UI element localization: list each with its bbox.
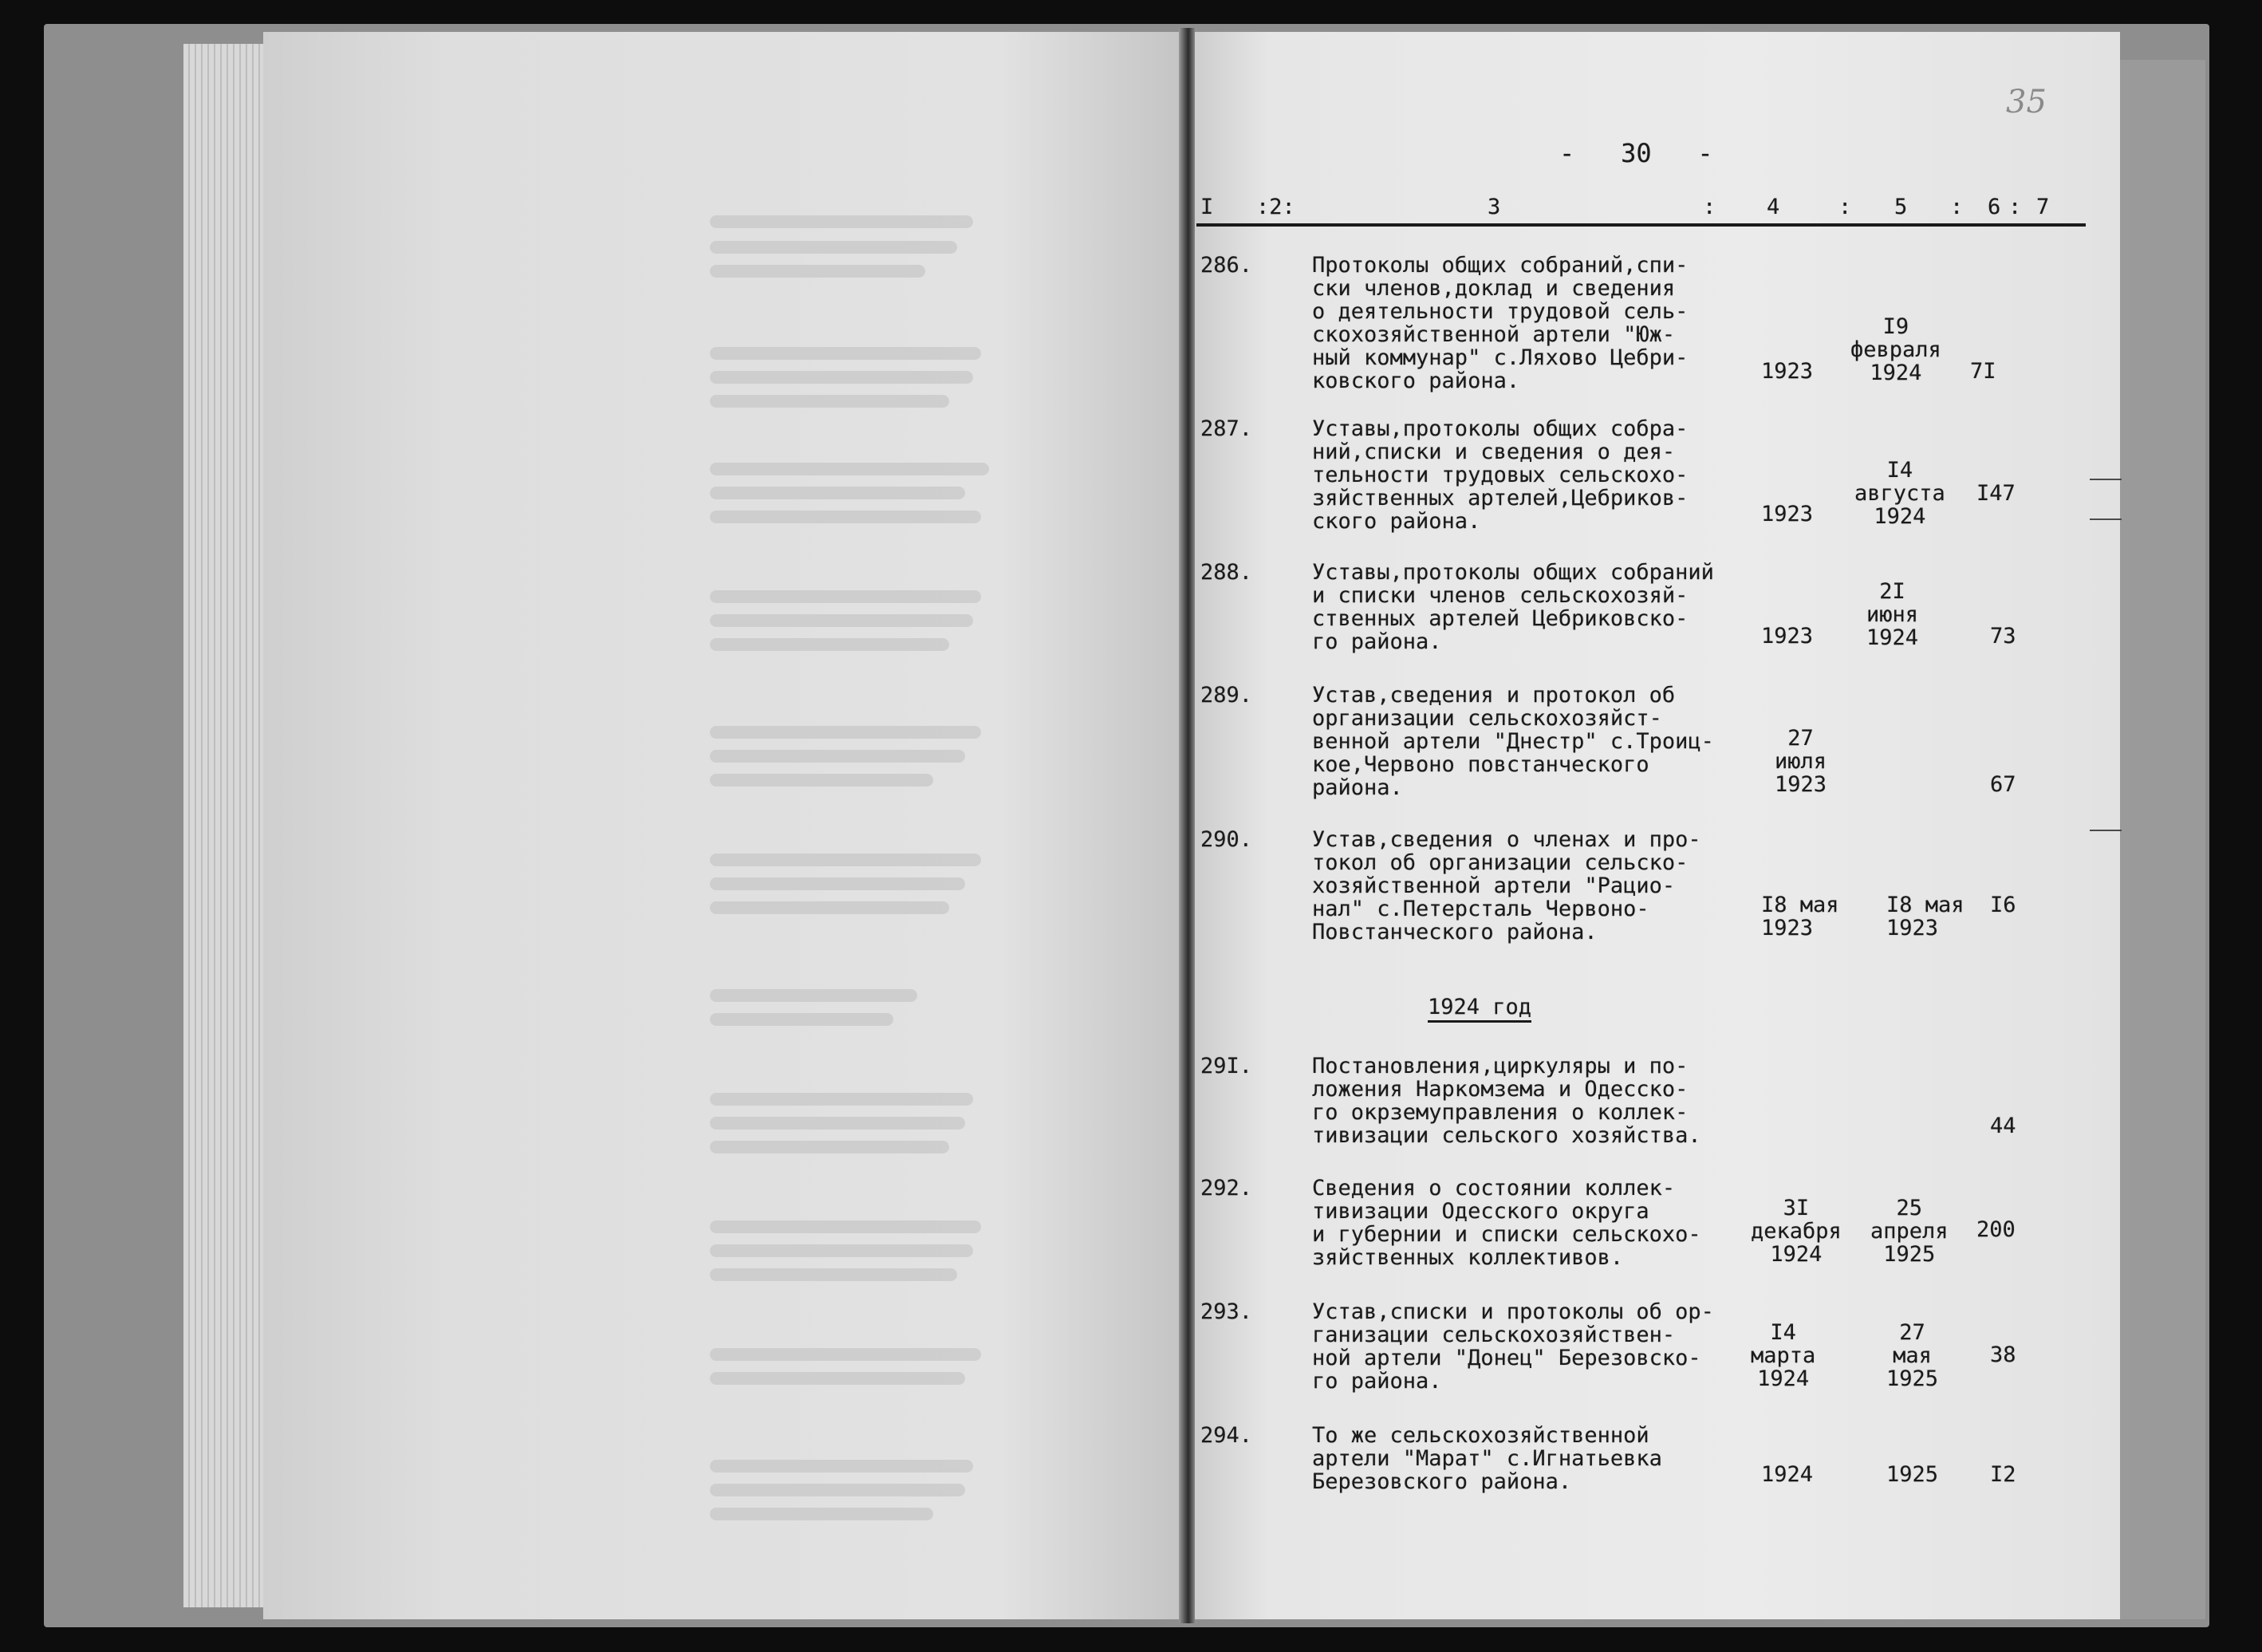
book-spine: [1179, 28, 1196, 1623]
entry-description: Сведения о состоянии коллек- тивизации Одесского округа и губернии и списки сельскохо- зяйственных коллективов.: [1312, 1176, 1701, 1270]
margin-tick: [2090, 518, 2122, 520]
entry-sheet-count: 73: [1990, 624, 2016, 649]
entry-end-date: I8 мая 1923: [1886, 893, 1964, 940]
entry-end-date: 1925: [1886, 1462, 1939, 1487]
entry-end-date: I9 февраля 1924: [1850, 314, 1941, 385]
entry-start-date: 1923: [1761, 359, 1814, 384]
column-separator: :: [1950, 195, 1964, 219]
entry-start-date: 1923: [1761, 624, 1814, 649]
entry-start-date: 3I декабря 1924: [1751, 1196, 1842, 1267]
entry-number: 290.: [1200, 827, 1253, 852]
entry-description: Постановления,циркуляры и по- ложения Наркомзема и Одесско- го окрземуправления о коллек- тивизации сельского хозяйства.: [1312, 1054, 1701, 1148]
margin-tick: [2090, 479, 2122, 480]
column-header-3: 3: [1488, 195, 1501, 219]
entry-description: Уставы,протоколы общих собраний и списки членов сельскохозяй- ственных артелей Цебриковско- го района.: [1312, 560, 1714, 654]
column-separator: :: [1703, 195, 1716, 219]
handwritten-folio-number: 35: [2006, 84, 2047, 120]
entry-sheet-count: I2: [1990, 1462, 2016, 1487]
entry-end-date: 2I июня 1924: [1866, 579, 1919, 650]
column-header-5: 5: [1894, 195, 1908, 219]
entry-start-date: 1923: [1761, 502, 1814, 526]
entry-number: 286.: [1200, 253, 1253, 278]
entry-sheet-count: 44: [1990, 1114, 2016, 1138]
entry-sheet-count: I6: [1990, 893, 2016, 917]
entry-number: 288.: [1200, 560, 1253, 585]
column-separator: :: [2008, 195, 2022, 219]
page-number: - 30 -: [1559, 138, 1713, 168]
column-header-2: :2:: [1256, 195, 1295, 219]
entry-number: 294.: [1200, 1423, 1253, 1448]
entry-end-date: 25 апреля 1925: [1870, 1196, 1949, 1267]
entry-sheet-count: 7I: [1970, 359, 1996, 384]
cover-right-edge: [2114, 60, 2205, 1619]
entry-number: 292.: [1200, 1176, 1253, 1201]
entry-description: Протоколы общих собраний,спи- ски членов,доклад и сведения о деятельности трудовой сель- скохозяйственной артели "Юж- ный коммунар" с.Ляхово Цебри- ковского района.: [1312, 253, 1689, 393]
entry-number: 29I.: [1200, 1054, 1253, 1078]
entry-sheet-count: 200: [1976, 1217, 2016, 1242]
column-header-1: I: [1200, 195, 1214, 219]
entry-number: 289.: [1200, 683, 1253, 708]
entry-end-date: 27 мая 1925: [1886, 1320, 1939, 1391]
entry-start-date: I8 мая 1923: [1761, 893, 1839, 940]
entry-end-date: I4 августа 1924: [1854, 458, 1945, 529]
entry-description: Уставы,протоколы общих собра- ний,списки и сведения о дея- тельности трудовых сельскохо- зяйственных артелей,Цебриков- ского района.: [1312, 416, 1689, 534]
column-header-4: 4: [1767, 195, 1780, 219]
entry-number: 293.: [1200, 1299, 1253, 1324]
entry-description: То же сельскохозяйственной артели "Марат" с.Игнатьевка Березовского района.: [1312, 1423, 1662, 1494]
entry-sheet-count: 67: [1990, 772, 2016, 797]
entry-start-date: I4 марта 1924: [1751, 1320, 1816, 1391]
entry-description: Устав,списки и протоколы об ор- ганизации сельскохозяйствен- ной артели "Донец" Березовско- го района.: [1312, 1299, 1714, 1394]
entry-description: Устав,сведения о членах и про- токол об организации сельско- хозяйственной артели "Рацио- нал" с.Петерсталь Червоно- Повстанческого района.: [1312, 827, 1701, 944]
column-header-6: 6: [1988, 195, 2001, 219]
entry-number: 287.: [1200, 416, 1253, 441]
left-page-bleedthrough: [263, 32, 1184, 1619]
section-year-heading: 1924 год: [1428, 996, 1531, 1023]
entry-sheet-count: I47: [1976, 481, 2016, 506]
header-rule: [1196, 223, 2086, 227]
entry-sheet-count: 38: [1990, 1342, 2016, 1367]
margin-tick: [2090, 830, 2122, 831]
entry-start-date: 27 июля 1923: [1775, 726, 1827, 797]
column-separator: :: [1838, 195, 1852, 219]
entry-start-date: 1924: [1761, 1462, 1814, 1487]
column-header-7: 7: [2036, 195, 2050, 219]
entry-description: Устав,сведения и протокол об организации сельскохозяйст- венной артели "Днестр" с.Троиц- кое,Червоно повстанческого района.: [1312, 683, 1714, 800]
